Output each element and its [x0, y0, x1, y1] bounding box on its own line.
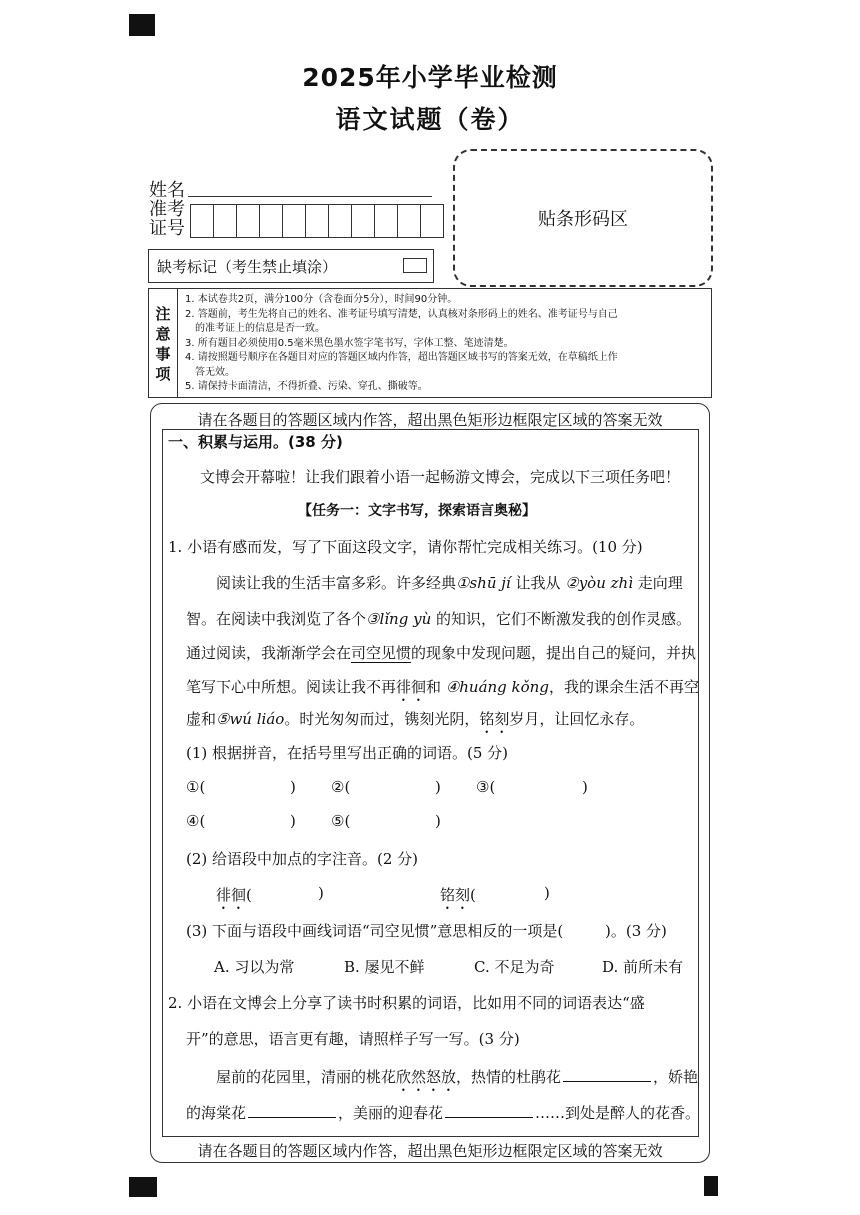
- exam-id-boxes[interactable]: [190, 204, 443, 238]
- answer-blank-4-open[interactable]: ④(: [186, 812, 206, 830]
- id-digit-box[interactable]: [374, 204, 398, 238]
- note-item: 4. 请按照题号顺序在各题目对应的答题区域内作答，超出答题区域书写的答案无效，在草稿纸上作: [185, 352, 618, 363]
- passage-line-3: 通过阅读，我渐渐学会在司空见惯的现象中发现问题，提出自己的疑问，并执: [186, 644, 697, 662]
- id-digit-box[interactable]: [259, 204, 283, 238]
- id-digit-box[interactable]: [236, 204, 260, 238]
- note-item: 1. 本试卷共2页，满分100分（含卷面分5分），时间90分钟。: [185, 294, 458, 305]
- id-digit-box[interactable]: [305, 204, 329, 238]
- absent-mark-area: [148, 249, 434, 283]
- exam-subtitle: 语文试题（卷）: [335, 105, 525, 134]
- option-b[interactable]: B. 屡见不鲜: [344, 958, 425, 976]
- passage-line-4: 笔写下心中所想。阅读让我不再徘徊和 ④huáng kǒng，我的课余生活不再空: [186, 678, 699, 696]
- question-2-line-1: 2. 小语在文博会上分享了读书时积累的词语，比如用不同的词语表达“盛: [168, 994, 645, 1012]
- registration-mark-bottom-right: [704, 1176, 718, 1196]
- task-one-heading: 【任务一：文字书写，探索语言奥秘】: [298, 503, 536, 519]
- pinyin-1: ①shū jí: [456, 574, 511, 592]
- id-digit-box[interactable]: [213, 204, 237, 238]
- answer-blank-3-close: ): [582, 778, 588, 796]
- exam-id-label: 准考 证号: [149, 199, 185, 239]
- fill-blank-2[interactable]: [248, 1103, 336, 1118]
- option-d[interactable]: D. 前所未有: [602, 958, 684, 976]
- sub-question-3: (3) 下面与语段中画线词语“司空见惯”意思相反的一项是(: [186, 922, 564, 940]
- answer-blank-5-close: ): [435, 812, 441, 830]
- phonetic-blank-2[interactable]: 铭刻(: [440, 886, 476, 904]
- pinyin-2: ②yòu zhì: [565, 574, 633, 592]
- absent-mark-label: 缺考标记（考生禁止填涂）: [157, 258, 338, 276]
- sub-question-3-end: )。(3 分): [605, 922, 667, 940]
- section-title: 一、积累与运用。(38 分): [168, 433, 343, 451]
- underlined-idiom: 司空见惯: [351, 644, 412, 662]
- pinyin-4: ④huáng kǒng: [445, 678, 549, 696]
- fill-blank-1[interactable]: [563, 1067, 651, 1082]
- pinyin-3: ③lǐng yù: [366, 610, 432, 628]
- id-digit-box[interactable]: [397, 204, 421, 238]
- fill-blank-3[interactable]: [445, 1103, 533, 1118]
- pinyin-5: ⑤wú liáo: [216, 710, 285, 728]
- example-phrase: 欣然怒放: [396, 1068, 457, 1086]
- dotted-word-2: 铭刻: [479, 710, 510, 728]
- barcode-label: 贴条形码区: [538, 209, 628, 230]
- absent-mark-checkbox[interactable]: [403, 258, 427, 273]
- note-item: 3. 所有题目必须使用0.5毫米黑色墨水签字笔书写，字体工整、笔迹清楚。: [185, 337, 514, 349]
- notes-heading: 注 意 事 项: [149, 289, 178, 397]
- exam-title: 2025年小学毕业检测: [302, 63, 558, 92]
- notes-box: [148, 288, 712, 398]
- registration-mark-bottom-left: [129, 1177, 157, 1197]
- name-label: 姓名: [149, 180, 185, 201]
- note-item: 答无效。: [195, 366, 235, 378]
- frame-warning-bottom: 请在各题目的答题区域内作答，超出黑色矩形边框限定区域的答案无效: [197, 1142, 663, 1160]
- answer-blank-4-close: ): [290, 812, 296, 830]
- note-item: 的准考证上的信息是否一致。: [195, 323, 325, 334]
- registration-mark-top-left: [129, 14, 155, 36]
- note-item: 2. 答题前，考生先将自己的姓名、准考证号填写清楚，认真核对条形码上的姓名、准考证号与自己: [185, 308, 618, 320]
- id-digit-box[interactable]: [420, 204, 444, 238]
- sub-question-2: (2) 给语段中加点的字注音。(2 分): [186, 850, 419, 868]
- question-2-line-2: 开”的意思，语言更有趣，请照样子写一写。(3 分): [186, 1030, 520, 1048]
- id-digit-box[interactable]: [282, 204, 306, 238]
- phonetic-blank-1[interactable]: 徘徊(: [216, 886, 252, 904]
- question-1: 1. 小语有感而发，写了下面这段文字，请你帮忙完成相关练习。(10 分): [168, 538, 643, 556]
- passage-line-1: 阅读让我的生活丰富多彩。许多经典①shū jí 让我从 ②yòu zhì 走向理: [216, 574, 683, 592]
- answer-blank-3-open[interactable]: ③(: [476, 778, 496, 796]
- notes-list: [185, 293, 705, 395]
- answer-blank-2-open[interactable]: ②(: [331, 778, 351, 796]
- id-digit-box[interactable]: [328, 204, 352, 238]
- name-field[interactable]: [188, 196, 432, 197]
- section-intro: 文博会开幕啦！让我们跟着小语一起畅游文博会，完成以下三项任务吧！: [200, 468, 681, 486]
- id-digit-box[interactable]: [351, 204, 375, 238]
- phonetic-blank-2-close: ): [544, 884, 550, 902]
- option-c[interactable]: C. 不足为奇: [474, 958, 555, 976]
- phonetic-blank-1-close: ): [318, 884, 324, 902]
- id-digit-box[interactable]: [190, 204, 214, 238]
- question-2-example-line-2: 的海棠花 ，美丽的迎春花 ……到处是醉人的花香。: [186, 1104, 701, 1122]
- answer-blank-5-open[interactable]: ⑤(: [331, 812, 351, 830]
- sub-question-1: (1) 根据拼音，在括号里写出正确的词语。(5 分): [186, 744, 509, 762]
- note-item: 5. 请保持卡面清洁，不得折叠、污染、穿孔、撕破等。: [185, 381, 428, 392]
- barcode-area: [453, 149, 713, 287]
- passage-line-2: 智。在阅读中我浏览了各个③lǐng yù 的知识，它们不断激发我的创作灵感。: [186, 610, 692, 628]
- dotted-word-1: 徘徊: [396, 678, 427, 696]
- question-2-example-line-1: 屋前的花园里，清丽的桃花欣然怒放，热情的杜鹃花 ，娇艳: [216, 1068, 699, 1086]
- answer-blank-2-close: ): [435, 778, 441, 796]
- answer-blank-1-close: ): [290, 778, 296, 796]
- option-a[interactable]: A. 习以为常: [214, 958, 295, 976]
- passage-line-5: 虚和⑤wú liáo。时光匆匆而过，镌刻光阴，铭刻岁月，让回忆永存。: [186, 710, 645, 728]
- frame-warning-top: 请在各题目的答题区域内作答，超出黑色矩形边框限定区域的答案无效: [197, 411, 663, 429]
- answer-blank-1-open[interactable]: ①(: [186, 778, 206, 796]
